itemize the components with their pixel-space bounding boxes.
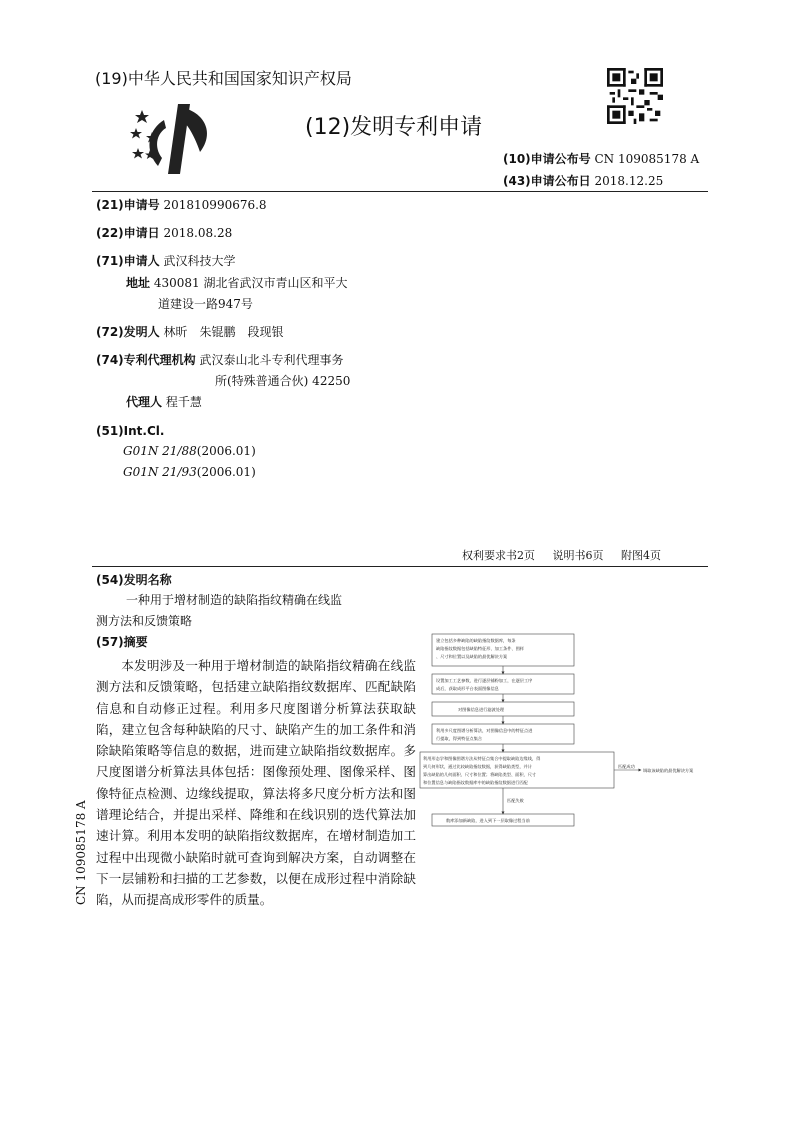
agency-line-1: 武汉泰山北斗专利代理事务: [199, 353, 344, 367]
flow-box-4-line: 行提取，得到特征点集合: [436, 736, 483, 741]
flow-box-2: [432, 674, 574, 694]
flow-box-1-line: 建立包括多种缺陷的缺陷指纹数据库，每条: [436, 638, 516, 643]
agent: 程千慧: [165, 395, 202, 409]
ipc-code-row: [123, 444, 256, 458]
flow-box-4-line: 利用多尺度图谱分析算法，对图像信息中的特征点进: [436, 728, 533, 733]
section-divider: [92, 566, 708, 567]
header-divider: [92, 191, 708, 192]
publication-number-label: (10)申请公布号: [503, 152, 591, 166]
document-type: (12)发明专利申请: [305, 115, 483, 140]
title-label-text: (54)发明名称: [96, 573, 172, 587]
ipc-code: G01N 21/93: [123, 465, 197, 479]
agent-field: [126, 393, 202, 411]
flow-box-3-line: 对图像信息进行滤波处理: [458, 707, 505, 712]
ipc-year: (2006.01): [196, 465, 256, 479]
application-number: 201810990676.8: [163, 198, 267, 212]
flow-match-fail-label: 匹配失败: [507, 798, 524, 803]
flow-result-label: 调取该缺陷的最优解决方案: [643, 768, 694, 773]
flow-box-5-line: 算出缺陷的几何面积、尺寸和位置；将缺陷类型、面积、尺寸: [423, 772, 537, 777]
side-publication-code: CN 109085178 A: [74, 800, 88, 905]
applicant-label: (71)申请人: [96, 254, 160, 268]
int-cl-field: [96, 422, 164, 440]
applicant: 武汉科技大学: [163, 254, 236, 268]
issuing-office: (19)中华人民共和国国家知识产权局: [95, 69, 352, 88]
applicant-field: [96, 252, 236, 270]
publication-date-label: (43)申请公布日: [503, 174, 591, 188]
cnipa-logo-icon: [128, 100, 220, 178]
agency-field: [96, 351, 344, 369]
abstract-label-text: (57)摘要: [96, 635, 148, 649]
publication-date: 2018.12.25: [594, 174, 664, 188]
application-number-label: (21)申请号: [96, 198, 160, 212]
abstract-label: [96, 633, 148, 651]
agency-line-2: 所(特殊普通合伙) 42250: [215, 374, 351, 388]
inventors: 林昕 朱锟鹏 段现银: [163, 325, 284, 339]
flow-box-2-line: 设置加工工艺参数，进行逐层铺粉加工，在逐层工序: [436, 678, 533, 683]
application-number-field: [96, 196, 267, 214]
invention-title-line-2: 测方法和反馈策略: [96, 614, 193, 628]
flow-match-success-label: 匹配成功: [618, 764, 635, 769]
inventor-field: [96, 323, 284, 341]
flow-box-6-line: 数库添加新缺陷，进入到下一层取像过程当前: [446, 818, 530, 823]
filing-date: 2018.08.28: [163, 226, 233, 240]
flow-box-5-line: 到几何形状，通过比较缺陷指纹数据，获得缺陷类型，并计: [423, 764, 532, 769]
ipc-year: (2006.01): [196, 444, 256, 458]
ipc-code: G01N 21/88: [123, 444, 197, 458]
flow-box-4: [432, 724, 574, 744]
publication-number: CN 109085178 A: [594, 152, 700, 166]
page-counts: [462, 547, 675, 563]
process-flowchart: [418, 628, 718, 888]
agency-label: (74)专利代理机构: [96, 353, 196, 367]
flow-box-1-line: 缺陷指纹数据包括缺陷特征形、加工条件、图样: [436, 646, 524, 651]
agent-label: 代理人: [126, 395, 163, 409]
flow-box-5-line: 利用形态学和图像图谱方法从特征点集合中提取缺陷边缘线，得: [423, 756, 541, 761]
description-pages: 说明书6页: [552, 549, 604, 562]
address-field: [126, 274, 347, 292]
ipc-code-row: [123, 465, 256, 479]
claims-pages: 权利要求书2页: [462, 549, 535, 562]
flow-box-1-line: 、尺寸和位置以及缺陷的最优解决方案: [436, 654, 508, 659]
filing-date-field: [96, 224, 232, 242]
flow-box-5-line: 和位置信息与缺陷指纹数据库中的缺陷指纹数据进行匹配: [423, 780, 528, 785]
publication-date-row: [503, 172, 663, 189]
qr-code-icon: [607, 68, 663, 124]
inventor-label: (72)发明人: [96, 325, 160, 339]
address-label: 地址: [126, 276, 151, 290]
flow-box-2-line: 成后，获取成形平台表面图像信息: [436, 686, 499, 691]
filing-date-label: (22)申请日: [96, 226, 160, 240]
drawing-pages: 附图4页: [621, 549, 661, 562]
title-label: [96, 571, 172, 589]
publication-number-row: [503, 150, 699, 167]
invention-title-line-1: 一种用于增材制造的缺陷指纹精确在线监: [126, 593, 343, 607]
address-line-1: 430081 湖北省武汉市青山区和平大: [153, 276, 348, 290]
address-line-2: 道建设一路947号: [158, 297, 253, 311]
int-cl-label: (51)Int.Cl.: [96, 424, 165, 438]
abstract-text: 本发明涉及一种用于增材制造的缺陷指纹精确在线监测方法和反馈策略，包括建立缺陷指纹数据库、匹配缺陷信息和自动修正过程。利用多尺度图谱分析算法获取缺陷，建立包含每种缺陷的尺寸、缺陷产生的加工条件和消除缺陷策略等信息的数据，进而建立缺陷指纹数据库。多尺度图谱分析算法具体包括：图像预处理、图像采样、图像特征点检测、边缘线提取，算法将多尺度分析方法和图谱理论结合，并提出采样、降维和在线识别的迭代算法加速计算。利用本发明的缺陷指纹数据库，在增材制造加工过程中出现微小缺陷时就可查询到解决方案，自动调整在下一层铺粉和扫描的工艺参数，以便在成形过程中消除缺陷，从而提高成形零件的质量。: [96, 658, 416, 908]
